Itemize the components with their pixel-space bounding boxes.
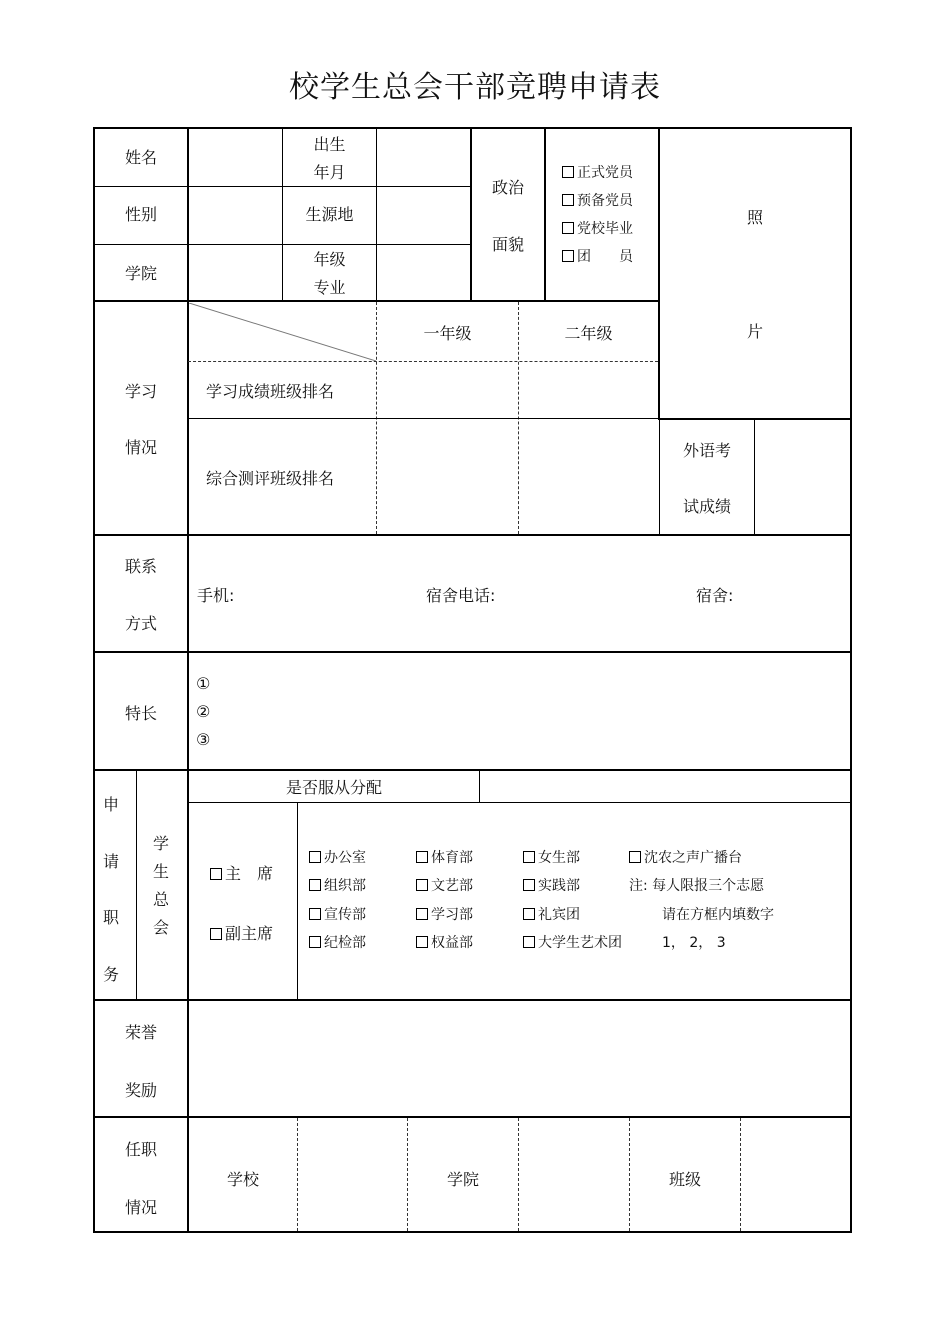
political-option[interactable] — [562, 164, 633, 182]
specialty-label: 特长 — [124, 704, 157, 723]
checkbox-icon — [416, 879, 428, 891]
union-label-char: 总 — [153, 890, 170, 909]
name-label: 姓名 — [124, 148, 157, 167]
divider — [754, 419, 755, 534]
obey-label: 是否服从分配 — [285, 778, 382, 797]
divider — [94, 1116, 851, 1118]
study-rank-year1-field[interactable] — [378, 363, 517, 417]
apply-label-char: 申 — [103, 795, 120, 814]
college-field[interactable] — [189, 246, 281, 299]
option-label: 权益部 — [431, 935, 473, 951]
checkbox-icon — [523, 879, 535, 891]
department-option[interactable] — [416, 934, 473, 952]
checkbox-icon — [629, 851, 641, 863]
divider — [544, 128, 546, 302]
checkbox-icon — [210, 928, 222, 940]
divider — [187, 302, 189, 1232]
checkbox-icon — [523, 851, 535, 863]
position-label-line2: 情况 — [124, 1198, 157, 1217]
option-label: 副主席 — [225, 924, 274, 943]
option-label: 组织部 — [324, 878, 366, 894]
table-border-left — [93, 127, 95, 1233]
department-option[interactable] — [523, 934, 622, 952]
union-label-char: 会 — [153, 918, 170, 937]
option-label: 正式党员 — [577, 165, 633, 181]
year1-header: 一年级 — [423, 324, 472, 343]
option-label: 学习部 — [431, 907, 473, 923]
option-label: 宣传部 — [324, 907, 366, 923]
evaluation-rank-label: 综合测评班级排名 — [206, 469, 335, 488]
college-position-field[interactable] — [520, 1119, 628, 1230]
birth-label-line2: 年月 — [313, 163, 346, 182]
contact-label-line1: 联系 — [124, 557, 157, 576]
department-option[interactable] — [309, 849, 366, 867]
union-label-char: 学 — [153, 834, 170, 853]
political-option[interactable] — [562, 248, 633, 266]
birth-field[interactable] — [377, 129, 469, 185]
foreign-score-field[interactable] — [756, 420, 849, 533]
department-option[interactable] — [309, 934, 366, 952]
gender-label: 性别 — [124, 205, 157, 224]
department-option[interactable] — [523, 849, 580, 867]
divider — [94, 769, 851, 771]
option-label: 体育部 — [431, 850, 473, 866]
checkbox-icon — [416, 936, 428, 948]
political-label-line1: 政治 — [491, 178, 524, 197]
department-option[interactable] — [309, 906, 366, 924]
department-option[interactable] — [629, 849, 742, 867]
photo-label-line1: 照 — [746, 208, 763, 227]
study-label-line2: 情况 — [124, 438, 157, 457]
checkbox-icon — [309, 879, 321, 891]
specialty-item-2[interactable]: ② — [196, 702, 211, 721]
divider — [94, 186, 472, 187]
specialty-item-3[interactable]: ③ — [196, 730, 211, 749]
grade-label-line2: 专业 — [313, 278, 346, 297]
department-option[interactable] — [416, 906, 473, 924]
department-option[interactable] — [416, 877, 473, 895]
divider — [188, 418, 658, 419]
note-line-3: 1， 2， 3 — [662, 935, 726, 951]
evaluation-year1-field[interactable] — [378, 420, 517, 533]
school-label: 学校 — [226, 1170, 259, 1189]
divider — [518, 1118, 519, 1231]
study-label-line1: 学习 — [124, 382, 157, 401]
birth-label-line1: 出生 — [313, 135, 346, 154]
dorm-phone-label: 宿舍电话: — [426, 586, 496, 605]
apply-label-char: 职 — [103, 908, 120, 927]
checkbox-icon — [309, 908, 321, 920]
checkbox-icon — [416, 851, 428, 863]
department-option[interactable] — [523, 906, 580, 924]
table-border-right — [850, 127, 852, 1233]
department-option[interactable] — [416, 849, 473, 867]
option-label: 沈农之声广播台 — [644, 850, 742, 866]
department-option[interactable] — [309, 877, 366, 895]
option-label: 主 席 — [225, 864, 274, 883]
phone-label: 手机: — [197, 586, 235, 605]
honor-field[interactable] — [190, 1002, 849, 1115]
note-line-2: 请在方框内填数字 — [662, 907, 774, 923]
divider — [94, 999, 851, 1001]
dorm-label: 宿舍: — [696, 586, 734, 605]
divider — [479, 771, 480, 802]
foreign-label-line1: 外语考 — [682, 441, 731, 460]
gender-field[interactable] — [189, 188, 281, 243]
note-line-1: 注: 每人限报三个志愿 — [629, 878, 765, 894]
divider — [94, 651, 851, 653]
checkbox-icon — [562, 194, 574, 206]
divider — [94, 300, 660, 302]
divider — [94, 244, 472, 245]
checkbox-icon — [309, 936, 321, 948]
option-label: 团 员 — [577, 249, 633, 265]
option-label: 实践部 — [538, 878, 580, 894]
class-label: 班级 — [668, 1170, 701, 1189]
divider — [740, 1118, 741, 1231]
divider — [188, 802, 850, 803]
table-border-bottom — [93, 1231, 852, 1233]
foreign-label-line2: 试成绩 — [682, 497, 731, 516]
divider — [470, 128, 472, 302]
checkbox-icon — [523, 908, 535, 920]
name-field[interactable] — [189, 129, 281, 185]
divider — [94, 534, 851, 536]
option-label: 文艺部 — [431, 878, 473, 894]
grade-major-field[interactable] — [377, 246, 469, 299]
checkbox-icon — [416, 908, 428, 920]
study-rank-year2-field[interactable] — [520, 363, 657, 417]
grade-label-line1: 年级 — [313, 250, 346, 269]
divider — [297, 1118, 298, 1231]
study-rank-label: 学习成绩班级排名 — [206, 382, 335, 401]
checkbox-icon — [523, 936, 535, 948]
honor-label-line2: 奖励 — [124, 1081, 157, 1100]
divider — [297, 803, 298, 1000]
divider — [136, 771, 137, 1000]
class-position-field[interactable] — [742, 1119, 849, 1230]
diagonal-line — [189, 303, 376, 361]
position-label-line1: 任职 — [124, 1140, 157, 1159]
school-position-field[interactable] — [299, 1119, 406, 1230]
option-label: 女生部 — [538, 850, 580, 866]
college-position-label: 学院 — [446, 1170, 479, 1189]
checkbox-icon — [562, 250, 574, 262]
page-title: 校学生总会干部竞聘申请表 — [289, 70, 661, 105]
evaluation-year2-field[interactable] — [520, 420, 657, 533]
college-label: 学院 — [124, 264, 157, 283]
political-label-line2: 面貌 — [491, 235, 524, 254]
option-label: 党校毕业 — [577, 221, 633, 237]
option-label: 礼宾团 — [538, 907, 580, 923]
origin-field[interactable] — [377, 188, 469, 243]
option-label: 大学生艺术团 — [538, 935, 622, 951]
apply-label-char: 请 — [103, 852, 120, 871]
option-label: 预备党员 — [577, 193, 633, 209]
chair-option[interactable] — [210, 864, 273, 884]
honor-label-line1: 荣誉 — [124, 1023, 157, 1042]
department-option[interactable] — [523, 877, 580, 895]
apply-label-char: 务 — [103, 965, 120, 984]
divider — [658, 128, 660, 420]
photo-label-line2: 片 — [746, 322, 763, 341]
option-label: 纪检部 — [324, 935, 366, 951]
specialty-item-1[interactable]: ① — [196, 674, 211, 693]
divider — [188, 361, 658, 362]
checkbox-icon — [210, 868, 222, 880]
year2-header: 二年级 — [564, 324, 613, 343]
origin-label: 生源地 — [305, 205, 354, 224]
contact-label-line2: 方式 — [124, 614, 157, 633]
option-label: 办公室 — [324, 850, 366, 866]
vice-chair-option[interactable] — [210, 924, 273, 944]
obey-field[interactable] — [481, 772, 849, 801]
union-label-char: 生 — [153, 862, 170, 881]
checkbox-icon — [309, 851, 321, 863]
checkbox-icon — [562, 222, 574, 234]
political-option[interactable] — [562, 192, 633, 210]
political-option[interactable] — [562, 220, 633, 238]
checkbox-icon — [562, 166, 574, 178]
